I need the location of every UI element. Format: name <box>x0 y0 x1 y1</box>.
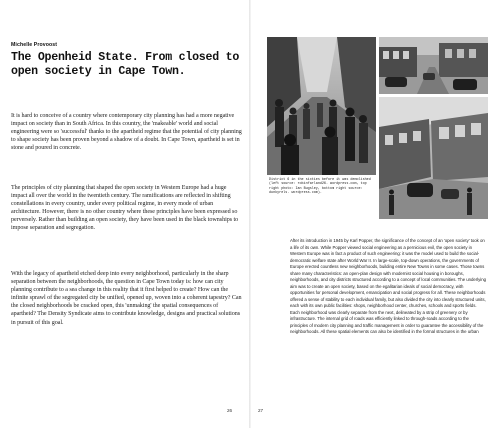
author-name: Michelle Provoost <box>11 42 58 48</box>
essay-column: After its introduction in 1945 by Karl Popper, the significance of the concept of an 'open society' took on a life of its own. While Popper viewed social engineering as a pernicious evil, the open society in Western Europe was in fact a product of such engineering: it was the model used to build the social-democratic welfare state after World War II. In large-scale, top-down operations, the governments of Europe erected countless new neighborhoods, building entire New Towns in some cases. Those towns share many characteristics: an open-plan design with modernist social housing in boroughs, neighborhoods, and city districts structured according to a concept of local communities. The underlying aim was to create an open society, based on the egalitarian ideals of social democracy, with opportunities for personal development, emancipation and social progress for all. These neighborhoods offered a sense of stability to each individual family, but also divided the city into clearly structured units, each with its own public facilities: shops, neighborhood center, churches, schools and sports fields. Each neighborhood was clearly separate from the next, delineated by a strip of greenery or by infrastructure. The internal grid of roads was efficiently linked to through-roads according to the principles of modern city planning and traffic management in order to guarantee the accessibility of the neighborhoods. All these spatial elements can also be identified in the formal structures in the urban <box>290 238 486 334</box>
body-paragraph-2: The principles of city planning that shaped the open society in Western Europe had a huge impact all over the world in the twentieth century. The ramifications are reflected in shifting constellations in every country, under every political regime, in every mode of urban architecture. However, there is no other country where these principles have been expressed so perversely. Rather than building an open society, they have been used in the black townships to impose separation and segregation. <box>11 185 239 232</box>
page-number-right: 27 <box>258 408 264 413</box>
body-paragraph-1: It is hard to conceive of a country where contemporary city planning has had a more negative impact on society than in South Africa. In this country, the 'makeable' world and social engineering were so 'successful' thanks to the apartheid regime that the potential of city planning to shape society has been proven beyond a shadow of a doubt. In Cape Town, apartheid is set in stone and poured in concrete. <box>11 113 242 152</box>
photo-street-corner <box>379 97 488 219</box>
article-title: The Openheid State. From closed to open society in Cape Town. <box>11 51 240 78</box>
page-number-left: 26 <box>227 408 233 413</box>
photo-street-cars <box>379 37 488 94</box>
photo-street-crowd <box>267 37 376 175</box>
photo-caption: District 6 in the sixties before it was demolished (left source: robinfarland26. wordpress.com, top right photo: Ian Bugsley, bottom right source: dunkyrels. wordpress.com). <box>269 178 371 195</box>
body-paragraph-3: With the legacy of apartheid etched deep into every neighborhood, particularly in the sharp separation between the neighborhoods, the question in Cape Town today is: how can city planning contribute to a sea change in this reality that it first helped to create? How can the infinite sprawl of the segregated city be unified, opened up, woven into a coherent tapestry? Can the closed neighborhoods be cracked open, this 'unmaking' the spatial consequences of apartheid? The Density Syndicate aims to contribute knowledge, designs and practical solutions in pursuit of this goal. <box>11 271 242 326</box>
page-gutter <box>249 0 251 428</box>
